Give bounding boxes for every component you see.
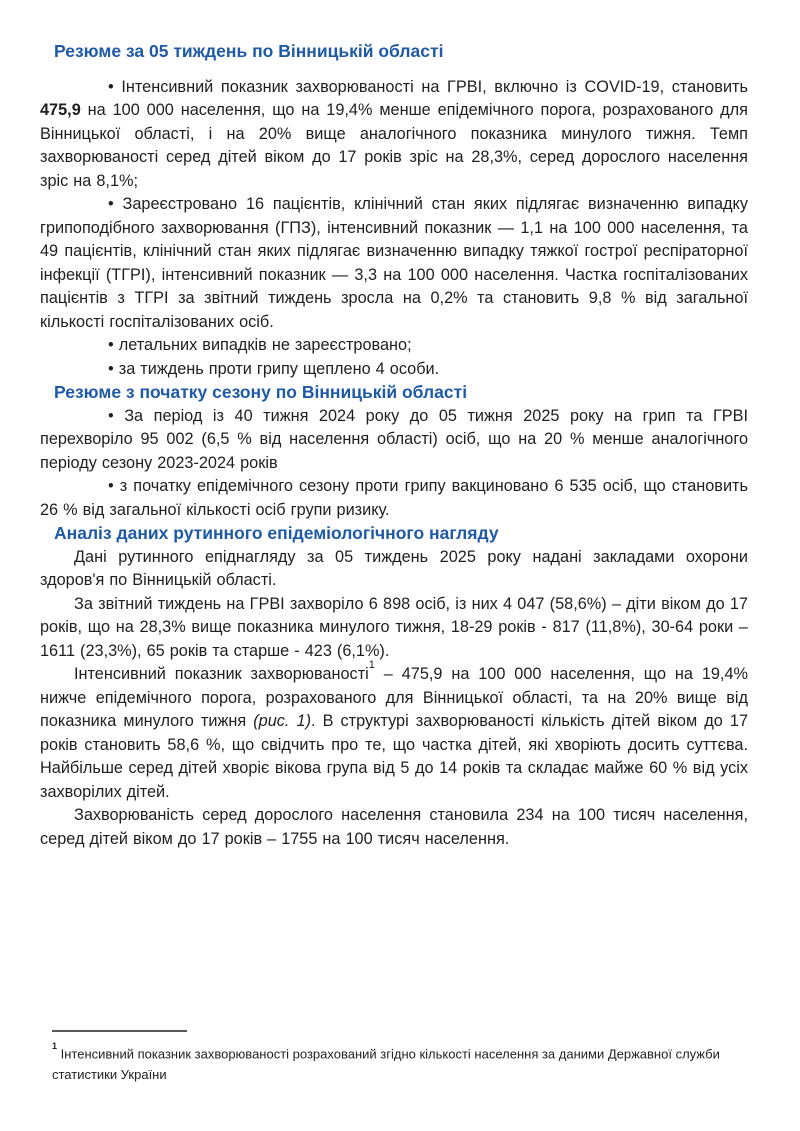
footnote-body: Інтенсивний показник захворюваності розрахований згідно кількості населення за даними Державної служби статистики України xyxy=(52,1046,720,1083)
bullet-item-ili-sari-cases: • Зареєстровано 16 пацієнтів, клінічний стан яких підлягає визначенню випадку грипоподібного захворювання (ГПЗ), інтенсивний показник — 1,1 на 100 000 населення, та 49 пацієнтів, клінічний стан яких підлягає визначенню випадку тяжкої гострої респіраторної інфекції (ТГРІ), інтенсивний показник — 3,3 на 100 000 населення. Частка госпіталізованих пацієнтів з ТГРІ за звітний тиждень зросла на 0,2% та становить 9,8 % від загальної кількості госпіталізованих осіб. xyxy=(40,195,748,331)
footnote-separator xyxy=(52,1030,187,1032)
paragraph-adult-child-incidence: Захворюваність серед дорослого населення становила 234 на 100 тисяч населення, серед дітей віком до 17 років – 1755 на 100 тисяч населення. xyxy=(40,806,748,848)
footnote-text xyxy=(52,1040,752,1085)
bullet-item-incidence-rate xyxy=(40,76,748,194)
bold-incidence-value: 475,9 xyxy=(40,101,81,119)
text-run: Інтенсивний показник захворюваності xyxy=(74,665,369,683)
bullet-item-season-vaccinated: • з початку епідемічного сезону проти грипу вакциновано 6 535 осіб, що становить 26 % від загальної кількості осіб групи ризику. xyxy=(40,477,748,519)
text-run: – 475,9 на 100 000 населення, що на 19,4% нижче епідемічного порога, розрахованого для Вінницької області, та на 20% вище від показника минулого тижня xyxy=(40,665,748,730)
paragraph-weekly-cases-by-age: За звітний тиждень на ГРВІ захворіло 6 898 осіб, із них 4 047 (58,6%) – діти віком до 17 років, що на 28,3% вище показника минулого тижня, 18-29 років - 817 (11,8%), 30-64 роки – 1611 (23,3%), 65 років та старше - 423 (6,1%). xyxy=(40,594,748,660)
text-run: • Інтенсивний показник захворюваності на ГРВІ, включно із COVID-19, становить xyxy=(108,77,748,96)
footnote-reference: 1 xyxy=(368,658,375,671)
bullet-item-week-vaccinated: • за тиждень проти грипу щеплено 4 особи. xyxy=(108,359,440,378)
section-heading-routine-surveillance: Аналіз даних рутинного епідеміологічного нагляду xyxy=(54,523,499,543)
footnote-marker: 1 xyxy=(52,1041,58,1051)
section-heading-season-summary: Резюме з початку сезону по Вінницькій області xyxy=(54,382,468,402)
text-run: . В структурі захворюваності кількість дітей віком до 17 років становить 58,6 %, що свідчить про те, що частка дітей, які хворіють досить суттєва. Найбільше серед дітей хворіє вікова група від 5 до 14 років та складає майже 60 % від усіх захворілих дітей. xyxy=(40,712,748,801)
bullet-item-season-total: • За період із 40 тижня 2024 року до 05 тижня 2025 року на грип та ГРВІ перехворіло 95 002 (6,5 % від населення області) осіб, що на 20 % менше аналогічного періоду сезону 2023-2024 років xyxy=(40,406,748,472)
figure-reference: (рис. 1) xyxy=(253,712,311,730)
footnote xyxy=(52,1030,752,1085)
paragraph-data-source: Дані рутинного епіднагляду за 05 тиждень 2025 року надані закладами охорони здоров'я по Вінницькій області. xyxy=(40,547,748,589)
section-heading-week-summary: Резюме за 05 тиждень по Вінницькій області xyxy=(54,41,444,61)
bullet-item-lethal-cases: • летальних випадків не зареєстровано; xyxy=(108,336,412,354)
paragraph-intensity-analysis xyxy=(40,658,748,804)
text-run: на 100 000 населення, що на 19,4% менше епідемічного порога, розрахованого для Вінницької області, і на 20% вище аналогічного показника минулого тижня. Темп захворюваності серед дітей віком до 17 років зріс на 28,3%, серед дорослого населення зріс на 8,1%; xyxy=(40,101,748,190)
